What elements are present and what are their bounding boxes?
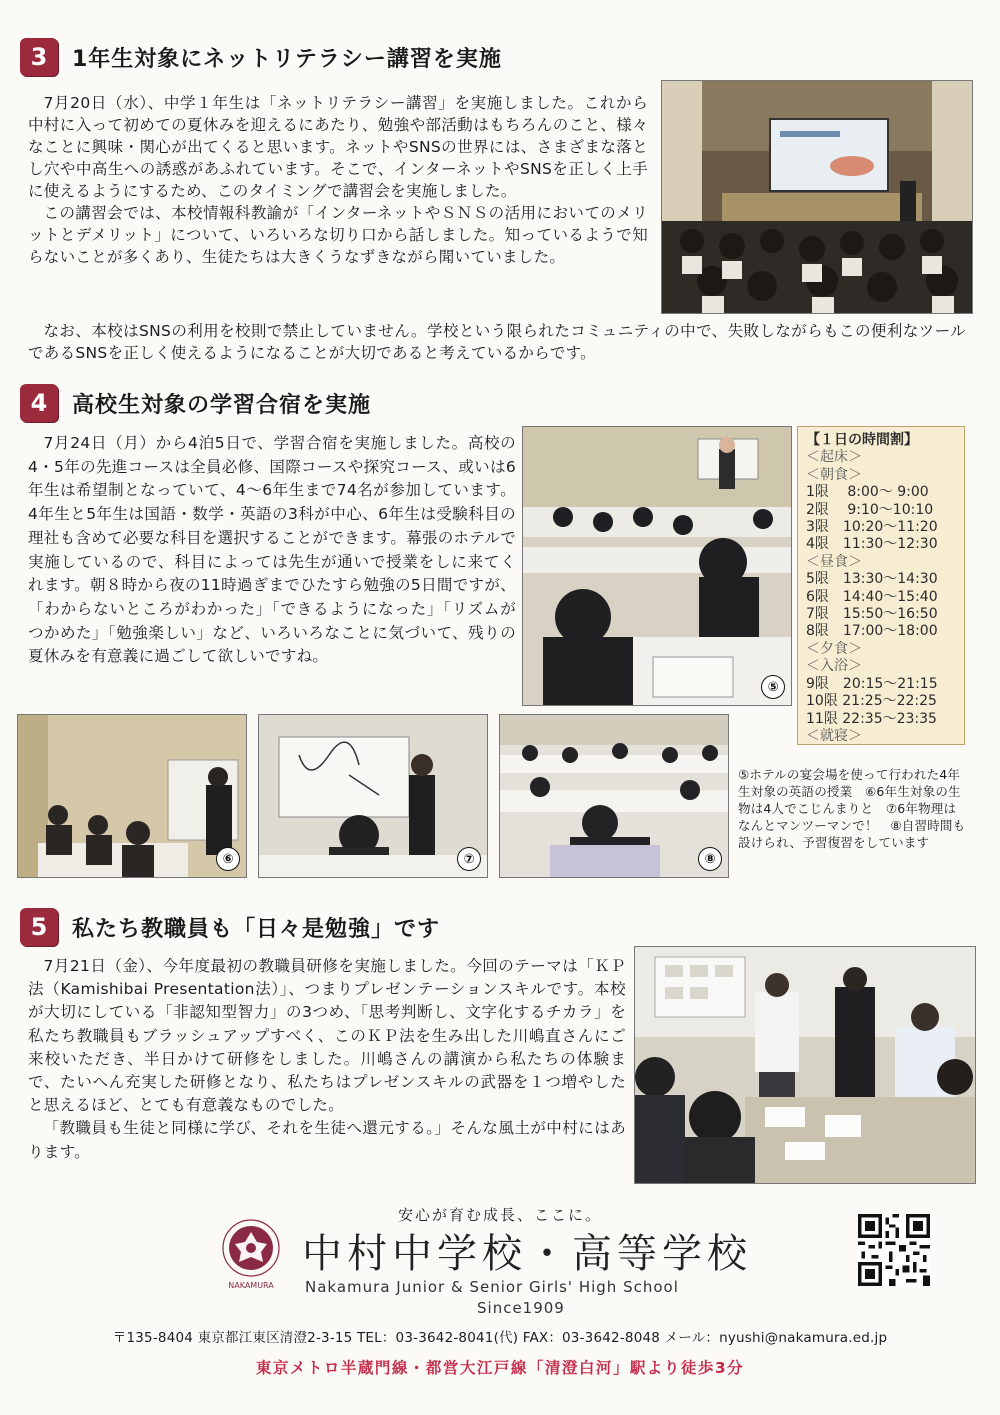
qr-code[interactable] bbox=[858, 1214, 930, 1286]
footer-tagline: 安心が育む成長、ここに。 bbox=[397, 1206, 602, 1224]
paragraph: 7月20日（水）、中学１年生は「ネットリテラシー講習」を実施しました。これから中村に入って初めての夏休みを迎えるにあたり、勉強や部活動はもちろんのこと、様々なことに興味・関心が出てくると思います。ネットやSNSの世界には、さまざまな落とし穴や中高生への誘惑があふれています。そこで、インターネットやSNSを正しく上手に使えるようにするため、このタイミングで講習会を実施しました。 bbox=[28, 94, 648, 200]
schedule-row: 1限 8:00～ 9:00 bbox=[806, 484, 929, 501]
photo-label-7: ⑦ bbox=[457, 847, 481, 871]
section-5-body bbox=[28, 955, 626, 1164]
photo-label-6: ⑥ bbox=[216, 847, 240, 871]
section-3-body bbox=[28, 92, 648, 268]
paragraph: 「教職員も生徒と同様に学び、それを生徒へ還元する。」そんな風土が中村にはあります。 bbox=[28, 1119, 626, 1161]
schedule-row: 2限 9:10～10:10 bbox=[806, 501, 934, 518]
schedule-row: ＜入浴＞ bbox=[806, 658, 862, 675]
paragraph: 7月21日（金）、今年度最初の教職員研修を実施しました。今回のテーマは「ＫＰ法（Kamishibai Presentation法）」、つまりプレゼンテーションスキルです。本校が大切にしている「非認知型智力」の3つめ、「思考判断し、文字化するチカラ」を私たち教職員もブラッシュアップすべく、このＫＰ法を生み出した川嶋直さんにご来校いただき、半日かけて研修をしました。川嶋さんの講演から私たちの体験まで、たいへん充実した研修となり、私たちはプレゼンスキルの武器を１つ増やしたと思えるほど、とても有意義なものでした。 bbox=[28, 957, 626, 1115]
schedule-row: 3限 10:20～11:20 bbox=[806, 519, 938, 536]
section-3-header bbox=[20, 36, 502, 78]
footer-access: 東京メトロ半蔵門線・都営大江戸線「清澄白河」駅より徒歩3分 bbox=[255, 1359, 745, 1377]
schedule-row: ＜夕食＞ bbox=[806, 640, 862, 657]
schedule-row: 7限 15:50～16:50 bbox=[806, 606, 938, 623]
section-title: 1年生対象にネットリテラシー講習を実施 bbox=[72, 46, 502, 72]
schedule-list bbox=[806, 449, 956, 745]
schedule-row: 11限 22:35～23:35 bbox=[806, 710, 937, 727]
school-name: 中村中学校・高等学校 bbox=[302, 1231, 752, 1277]
school-name-english: Nakamura Junior & Senior Girls' High School bbox=[305, 1278, 679, 1296]
photo-captions: ⑤ホテルの宴会場を使って行われた4年生対象の英語の授業 ⑥6年生対象の生物は4人でこじんまりと ⑦6年物理はなんとマンツーマンで！ ⑧自習時間も設けられ、予習復習をしています bbox=[738, 767, 966, 850]
photo-label-5: ⑤ bbox=[761, 675, 785, 699]
section-number: 4 bbox=[20, 384, 58, 422]
photo-label-8: ⑧ bbox=[698, 847, 722, 871]
schedule-row: ＜朝食＞ bbox=[806, 466, 862, 483]
section-title: 私たち教職員も「日々是勉強」です bbox=[72, 916, 441, 942]
section-5-header bbox=[20, 906, 440, 948]
logo-text: NAKAMURA bbox=[228, 1281, 274, 1290]
schedule-row: 6限 14:40～15:40 bbox=[806, 588, 938, 605]
schedule-row: 4限 11:30～12:30 bbox=[806, 536, 938, 553]
section-4-body bbox=[28, 432, 516, 669]
physics-class-photo bbox=[258, 714, 488, 878]
section-number: 3 bbox=[20, 38, 58, 76]
school-logo bbox=[216, 1218, 286, 1294]
staff-training-photo bbox=[634, 946, 976, 1184]
footer-address: 〒135-8404 東京都江東区清澄2-3-15 TEL：03-3642-8041(代) FAX：03-3642-8048 メール：nyushi@nakamura.ed.jp bbox=[112, 1330, 888, 1346]
schedule-row: 8限 17:00～18:00 bbox=[806, 623, 938, 640]
schedule-row: ＜就寝＞ bbox=[806, 727, 862, 744]
section-3-closing bbox=[28, 320, 966, 364]
lecture-hall-photo bbox=[661, 80, 973, 314]
schedule-row: 5限 13:30～14:30 bbox=[806, 571, 938, 588]
paragraph: この講習会では、本校情報科教諭が「インターネットやＳＮＳの活用においてのメリットとデメリット」について、いろいろな切り口から話しました。知っているようで知らないことが多くあり、生徒たちは大きくうなずきながら聞いていました。 bbox=[28, 204, 648, 266]
schedule-row: 10限 21:25～22:25 bbox=[806, 693, 937, 710]
since-year: Since1909 bbox=[477, 1299, 565, 1317]
english-class-photo bbox=[522, 426, 792, 706]
section-number: 5 bbox=[20, 908, 58, 946]
schedule-title: 【１日の時間割】 bbox=[806, 432, 918, 448]
paragraph: なお、本校はSNSの利用を校則で禁止していません。学校という限られたコミュニティの中で、失敗しながらもこの便利なツールであるSNSを正しく使えるようになることが大切であると考えているからです。 bbox=[28, 322, 966, 362]
biology-class-photo bbox=[17, 714, 247, 878]
section-title: 高校生対象の学習合宿を実施 bbox=[72, 392, 372, 418]
section-4-header bbox=[20, 382, 371, 424]
schedule-row: ＜昼食＞ bbox=[806, 553, 862, 570]
schedule-row: ＜起床＞ bbox=[806, 449, 862, 466]
schedule-row: 9限 20:15～21:15 bbox=[806, 675, 938, 692]
self-study-photo bbox=[499, 714, 729, 878]
paragraph: 7月24日（月）から4泊5日で、学習合宿を実施しました。高校の4・5年の先進コースは全員必修、国際コースや探究コース、或いは6年生は希望制となっていて、4～6年生まで74名が参加しています。4年生と5年生は国語・数学・英語の3科が中心、6年生は受験科目の理社も含めて必要な科目を選択することができます。幕張のホテルで実施しているので、科目によっては先生が通いで授業をしに来てくれます。朝８時から夜の11時過ぎまでひたすら勉強の5日間ですが、「わからないところがわかった」「できるようになった」「リズムがつかめた」「勉強楽しい」など、いろいろなことに気づいて、残りの夏休みを有意義に過ごして欲しいですね。 bbox=[28, 434, 516, 666]
daily-schedule-box bbox=[797, 426, 965, 745]
